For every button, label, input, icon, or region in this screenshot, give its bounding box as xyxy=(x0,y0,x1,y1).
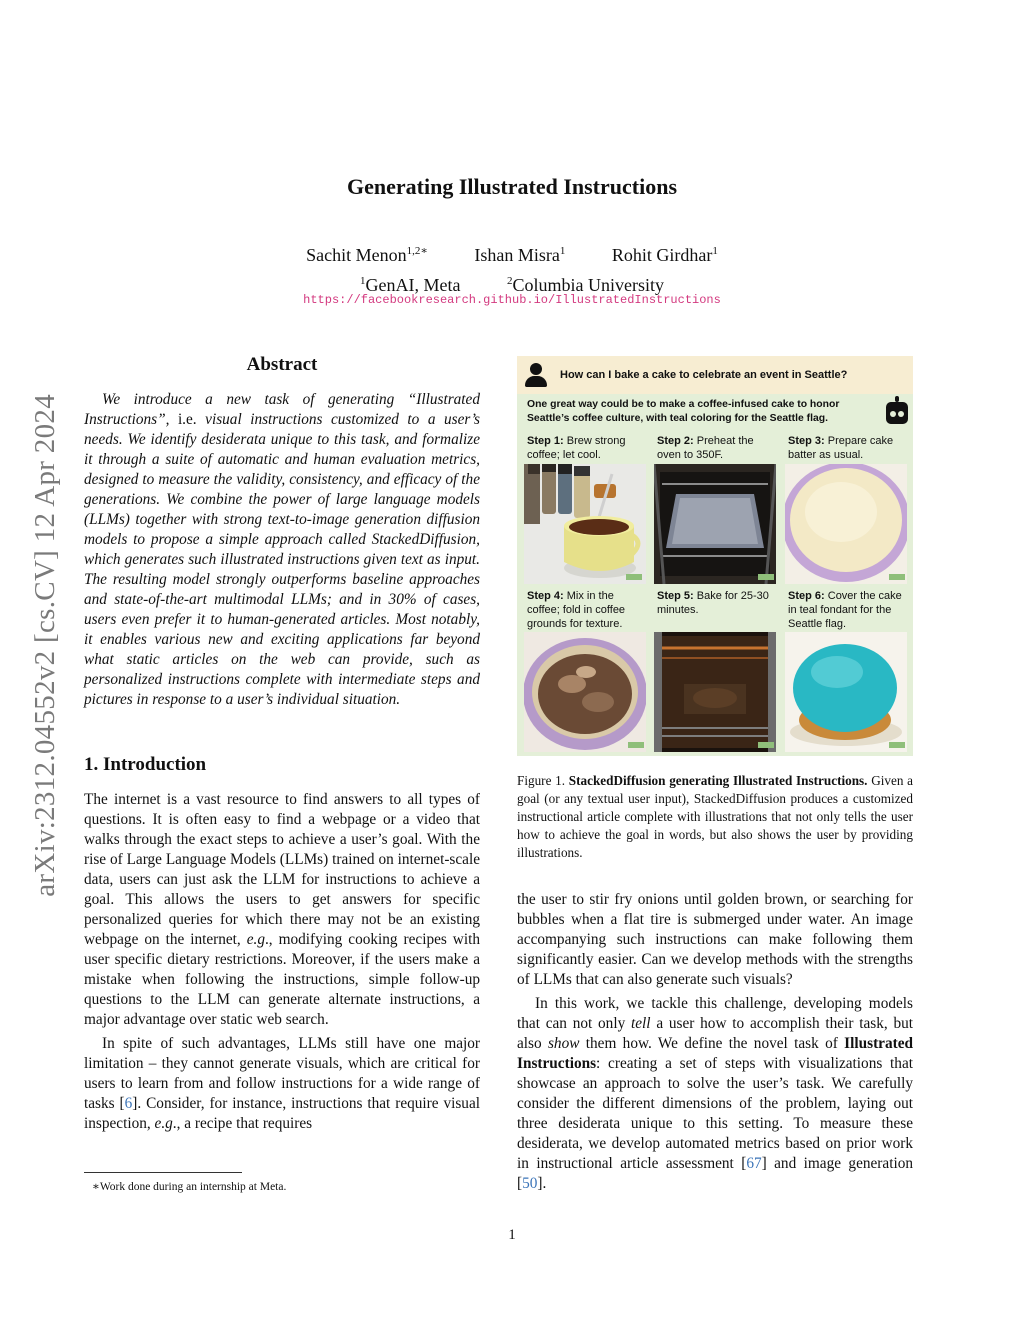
step-caption: Step 1: Brew strong coffee; let cool. xyxy=(527,435,626,461)
step-caption: Step 6: Cover the cake in teal fondant for the Seattle flag. xyxy=(788,590,902,630)
author: Rohit Girdhar$^1$ xyxy=(611,245,718,265)
footnote-divider xyxy=(84,1172,242,1173)
figure-caption: Figure 1. StackedDiffusion generating Illustrated Instructions. Given a goal (or any textual user input), StackedDiffusion produces a customized instructional article complete with illustrations that not only tells the user how to achieve the goal in words, but also shows the user by providing illustrations. xyxy=(517,773,913,860)
paragraph: The internet is a vast resource to find answers to all types of questions. It is often easy to find a webpage or a video that walks through the exact steps to achieve a user’s goal. With the rise of Large Language Models (LLMs) trained on internet-scale data, users can just ask the LLM for instructions to achieve a goal. This allows the users to get answers for specific personalized queries for which there may not be an existing webpage on the internet, e.g., modifying cooking recipes with user specific dietary restrictions. Moreover, if the users make a mistake when following the instructions, simple follow-up questions to the LLM can generate alternate instructions, a major advantage over static web search. xyxy=(84,791,480,1028)
figure-1 xyxy=(517,356,913,756)
step-4-image-coffee-batter xyxy=(524,632,646,752)
paper-title: Generating Illustrated Instructions xyxy=(347,174,677,199)
step-1-image-coffee-mug xyxy=(524,464,646,584)
robot-icon xyxy=(886,396,908,426)
paragraph: In this work, we tackle this challenge, developing models that can not only tell a user how to accomplish their task, but also show them how. We define the novel task of Illustrated Instructions: creating a set of steps with visualizations that showcase an approach to solve the user’s task. We carefully consider the different dimensions of the problem, laying out three desiderata unique to this setting. To measure these desiderata, we develop automated metrics based on prior work in instructional article assessment [67] and image generation [50]. xyxy=(517,995,914,1192)
author-list xyxy=(0,238,1024,268)
step-3-image-batter-bowl xyxy=(785,464,907,584)
page-number: 1 xyxy=(508,1227,516,1243)
paragraph: In spite of such advantages, LLMs still have one major limitation – they cannot generate visuals, which are critical for users to learn from and follow instructions for a wide range of tasks [6]. Consider, for instance, instructions that require visual inspection, e.g., a recipe that requires xyxy=(84,1035,480,1132)
introduction-text xyxy=(84,790,480,1134)
step-caption: Step 5: Bake for 25-30 minutes. xyxy=(657,590,769,616)
step-caption: Step 2: Preheat the oven to 350F. xyxy=(657,435,754,461)
introduction-heading: 1. Introduction xyxy=(84,754,207,775)
author-block xyxy=(0,238,1024,298)
step-6-image-teal-cake xyxy=(785,632,907,752)
assistant-answer: One great way could be to make a coffee-infused cake to honor Seattle’s coffee culture, with teal coloring for the Seattle flag. xyxy=(527,399,840,424)
affiliation: $^1$GenAI, Meta xyxy=(360,275,461,295)
citation-link[interactable]: 6 xyxy=(124,1095,133,1112)
user-question: How can I bake a cake to celebrate an event in Seattle? xyxy=(560,369,848,381)
paragraph: the user to stir fry onions until golden brown, or searching for bubbles when a flat tire is submerged under water. An image accompanying such instructions can make following them significantly easier. Can we develop methods with the strengths of LLMs that can also generate such visuals? xyxy=(517,891,913,988)
right-column-text xyxy=(517,890,913,1194)
project-url-link[interactable]: https://facebookresearch.github.io/IllustratedInstructions xyxy=(303,293,721,307)
author: Ishan Misra$^1$ xyxy=(474,245,566,265)
step-caption: Step 4: Mix in the coffee; fold in coffee grounds for texture. xyxy=(527,590,626,630)
affiliation: $^2$Columbia University xyxy=(506,275,664,295)
right-column xyxy=(517,356,913,1194)
abstract-heading: Abstract xyxy=(246,354,318,375)
user-icon xyxy=(525,363,547,387)
citation-link[interactable]: 67 xyxy=(746,1155,762,1172)
step-caption: Step 3: Prepare cake batter as usual. xyxy=(788,435,894,461)
step-2-image-oven xyxy=(654,464,776,584)
abstract-text: We introduce a new task of generating “Illustrated Instructions”, i.e. visual instructions customized to a user’s needs. We identify desiderata unique to this task, and formalize it through a suite of automatic and human evaluation metrics, designed to measure the validity, consistency, and efficacy of the generations. We combine the power of large language models (LLMs) together with strong text-to-image generation diffusion models to propose a simple approach called StackedDiffusion, which generates such illustrated instructions given text as input. The resulting model strongly outperforms baseline approaches and state-of-the-art multimodal LLMs; and in 30% of cases, users even prefer it to human-generated articles. Most notably, it enables various new and exciting applications far beyond what static articles on the web can provide, such as personalized instructions complete with intermediate steps and pictures in response to a user’s individual situation. xyxy=(84,391,480,708)
step-5-image-baking-oven xyxy=(654,632,776,752)
arxiv-stamp-text: arXiv:2312.04552v2 [cs.CV] 12 Apr 2024 xyxy=(28,393,61,897)
footnote: ∗Work done during an internship at Meta. xyxy=(92,1181,287,1193)
citation-link[interactable]: 50 xyxy=(522,1175,538,1192)
author: Sachit Menon$^{1,2∗}$ xyxy=(306,245,428,265)
arxiv-stamp xyxy=(28,350,62,940)
left-column xyxy=(84,354,480,1134)
user-question-bar xyxy=(517,356,913,394)
